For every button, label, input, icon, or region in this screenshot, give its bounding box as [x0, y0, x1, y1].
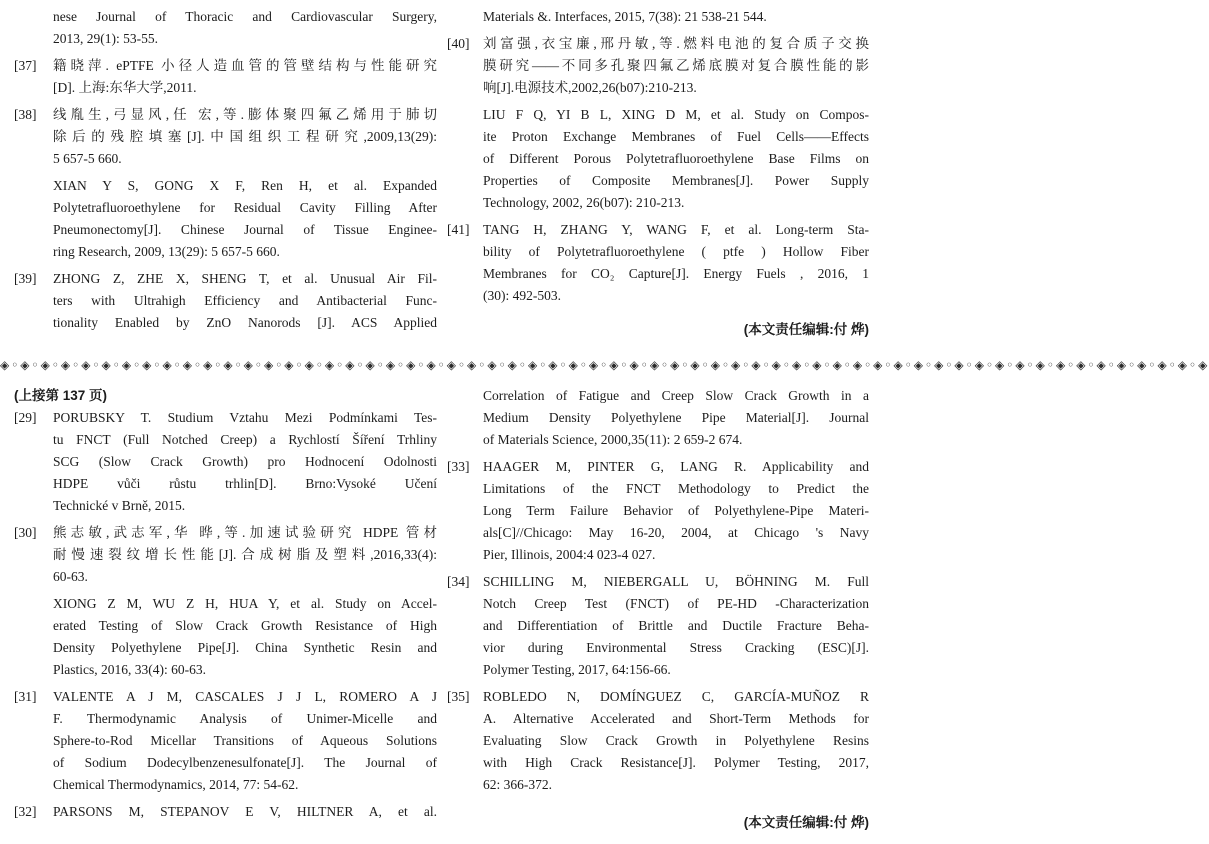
- reference-number: [39]: [14, 271, 37, 286]
- reference-line: 熊志敏,武志军,华 晔,等.加速试验研究 HDPE 管材: [53, 525, 437, 540]
- reference-line: HDPE vůči růstu trhlin[D]. Brno:Vysoké Učení: [53, 476, 437, 491]
- reference-body: [53, 801, 437, 823]
- reference-list: [447, 6, 869, 307]
- reference-body: [483, 33, 869, 99]
- reference-line: Correlation of Fatigue and Creep Slow Crack Growth in a: [483, 388, 869, 403]
- bottom-right-column: [447, 385, 869, 834]
- references-top-section: [0, 6, 879, 341]
- reference-line: Chemical Thermodynamics, 2014, 77: 54-62.: [53, 777, 299, 792]
- reference-body: [483, 385, 869, 451]
- reference-list: [447, 385, 869, 796]
- reference-line: Pier, Illinois, 2004:4 023-4 027.: [483, 547, 656, 562]
- reference-entry: [447, 385, 869, 451]
- reference-number: [447, 104, 483, 214]
- reference-line: 响[J].电源技术,2002,26(b07):210-213.: [483, 80, 697, 95]
- reference-line: 籍晓萍. ePTFE 小径人造血管的管壁结构与性能研究: [53, 58, 437, 73]
- reference-line: Evaluating Slow Crack Growth in Polyethylene Resins: [483, 733, 869, 748]
- reference-entry: [447, 33, 869, 99]
- reference-line: als[C]//Chicago: May 16-20, 2004, at Chicago 's Navy: [483, 525, 869, 540]
- reference-body: [53, 593, 437, 681]
- reference-entry: [14, 6, 437, 50]
- reference-line: ite Proton Exchange Membranes of Fuel Cells——Effects: [483, 129, 869, 144]
- reference-entry: [447, 219, 869, 307]
- reference-line: ters with Ultrahigh Efficiency and Antibacterial Func-: [53, 293, 437, 308]
- editor-note: (本文责任编辑:付 烨): [743, 322, 869, 337]
- reference-body: [483, 456, 869, 566]
- reference-body: [483, 104, 869, 214]
- reference-entry: [14, 522, 437, 588]
- editor-note: (本文责任编辑:付 烨): [743, 815, 869, 830]
- reference-number: [447, 385, 483, 451]
- bottom-left-column: [14, 385, 437, 834]
- references-bottom-section: [0, 385, 879, 834]
- reference-number: [31]: [14, 689, 37, 704]
- reference-body: [483, 219, 869, 307]
- reference-body: [483, 686, 869, 796]
- reference-number: [38]: [14, 107, 37, 122]
- reference-number: [41]: [447, 222, 470, 237]
- reference-line: ring Research, 2009, 13(29): 5 657-5 660.: [53, 244, 280, 259]
- reference-line: of Sodium Dodecylbenzenesulfonate[J]. The Journal of: [53, 755, 437, 770]
- reference-entry: [447, 104, 869, 214]
- reference-body: [483, 571, 869, 681]
- reference-line: 线胤生,弓显风,任 宏,等.膨体聚四氟乙烯用于肺切: [53, 107, 437, 122]
- reference-line: Properties of Composite Membranes[J]. Power Supply: [483, 173, 869, 188]
- reference-line: of Different Porous Polytetrafluoroethylene Base Films on: [483, 151, 869, 166]
- reference-list: [14, 407, 437, 823]
- reference-line: tu FNCT (Full Notched Creep) a Rychlostí Šíření Trhliny: [53, 432, 437, 447]
- reference-entry: [447, 686, 869, 796]
- reference-line: 60-63.: [53, 569, 88, 584]
- reference-line: 除后的残腔填塞[J].中国组织工程研究,2009,13(29):: [53, 129, 437, 144]
- reference-body: [53, 407, 437, 517]
- reference-number: [447, 6, 483, 28]
- reference-line: A. Alternative Accelerated and Short-Term Methods for: [483, 711, 869, 726]
- reference-number: [29]: [14, 410, 37, 425]
- reference-line: 2013, 29(1): 53-55.: [53, 31, 158, 46]
- reference-line: Technické v Brně, 2015.: [53, 498, 186, 513]
- reference-body: [53, 522, 437, 588]
- reference-line: HAAGER M, PINTER G, LANG R. Applicability and: [483, 459, 869, 474]
- reference-line: Medium Density Polyethylene Pipe Material[J]. Journal: [483, 410, 869, 425]
- reference-line: Membranes for CO₂ Capture[J]. Energy Fuels , 2016, 1: [483, 266, 869, 281]
- reference-body: [483, 6, 869, 28]
- reference-line: with High Crack Resistance[J]. Polymer Testing, 2017,: [483, 755, 869, 770]
- reference-number: [30]: [14, 525, 37, 540]
- reference-number: [14, 6, 53, 50]
- reference-line: bility of Polytetrafluoroethylene ( ptfe ) Hollow Fiber: [483, 244, 869, 259]
- reference-entry: [447, 456, 869, 566]
- reference-line: SCG (Slow Crack Growth) pro Hodnocení Odolnosti: [53, 454, 437, 469]
- reference-line: LIU F Q, YI B L, XING D M, et al. Study on Compos-: [483, 107, 869, 122]
- reference-entry: [14, 801, 437, 823]
- reference-line: 膜研究——不同多孔聚四氟乙烯底膜对复合膜性能的影: [483, 58, 869, 73]
- reference-line: F. Thermodynamic Analysis of Unimer-Micelle and: [53, 711, 437, 726]
- reference-line: (30): 492-503.: [483, 288, 561, 303]
- reference-number: [32]: [14, 804, 37, 819]
- reference-line: vior during Environmental Stress Cracking (ESC)[J].: [483, 640, 869, 655]
- reference-number: [37]: [14, 58, 37, 73]
- reference-line: Polytetrafluoroethylene for Residual Cavity Filling After: [53, 200, 437, 215]
- reference-number: [14, 175, 53, 263]
- reference-body: [53, 104, 437, 170]
- reference-line: VALENTE A J M, CASCALES J J L, ROMERO A J: [53, 689, 437, 704]
- reference-number: [35]: [447, 689, 470, 704]
- reference-entry: [447, 571, 869, 681]
- reference-line: [D]. 上海:东华大学,2011.: [53, 80, 197, 95]
- reference-number: [33]: [447, 459, 470, 474]
- reference-body: [53, 686, 437, 796]
- reference-body: [53, 6, 437, 50]
- reference-body: [53, 268, 437, 334]
- reference-entry: [14, 55, 437, 99]
- reference-line: 5 657-5 660.: [53, 151, 122, 166]
- reference-line: TANG H, ZHANG Y, WANG F, et al. Long-term Sta-: [483, 222, 869, 237]
- reference-number: [14, 593, 53, 681]
- reference-line: 62: 366-372.: [483, 777, 552, 792]
- continued-from-note: (上接第 137 页): [14, 388, 108, 403]
- reference-line: Limitations of the FNCT Methodology to Predict the: [483, 481, 869, 496]
- reference-number: [34]: [447, 574, 470, 589]
- reference-body: [53, 175, 437, 263]
- reference-line: Long Term Failure Behavior of Polyethylene-Pipe Materi-: [483, 503, 869, 518]
- reference-line: erated Testing of Slow Crack Growth Resistance of High: [53, 618, 437, 633]
- reference-line: 刘富强,衣宝廉,邢丹敏,等.燃料电池的复合质子交换: [483, 36, 869, 51]
- reference-line: Materials &. Interfaces, 2015, 7(38): 21 538-21 544.: [483, 9, 767, 24]
- reference-line: PORUBSKY T. Studium Vztahu Mezi Podmínkami Tes-: [53, 410, 437, 425]
- reference-line: Pneumonectomy[J]. Chinese Journal of Tissue Enginee-: [53, 222, 437, 237]
- reference-line: ZHONG Z, ZHE X, SHENG T, et al. Unusual Air Fil-: [53, 271, 437, 286]
- reference-line: XIONG Z M, WU Z H, HUA Y, et al. Study on Accel-: [53, 596, 437, 611]
- reference-entry: [447, 6, 869, 28]
- reference-body: [53, 55, 437, 99]
- reference-line: Plastics, 2016, 33(4): 60-63.: [53, 662, 206, 677]
- reference-line: nese Journal of Thoracic and Cardiovascular Surgery,: [53, 9, 437, 24]
- reference-entry: [14, 268, 437, 334]
- reference-line: Technology, 2002, 26(b07): 210-213.: [483, 195, 685, 210]
- reference-line: PARSONS M, STEPANOV E V, HILTNER A, et al.: [53, 804, 437, 819]
- reference-entry: [14, 686, 437, 796]
- reference-entry: [14, 175, 437, 263]
- reference-line: ROBLEDO N, DOMÍNGUEZ C, GARCÍA-MUÑOZ R: [483, 689, 869, 704]
- reference-line: and Differentiation of Brittle and Ductile Fracture Beha-: [483, 618, 869, 633]
- ornamental-divider: ◈◦◈◦◈◦◈◦◈◦◈◦◈◦◈◦◈◦◈◦◈◦◈◦◈◦◈◦◈◦◈◦◈◦◈◦◈◦◈◦◈◦◈◦◈◦◈◦◈◦◈◦◈◦◈◦◈◦◈◦◈◦◈◦◈◦◈◦◈◦◈◦◈◦◈◦◈◦◈◦◈◦◈◦◈◦◈◦◈◦◈◦◈◦◈◦◈◦◈◦◈◦◈◦◈◦◈◦◈◦◈◦◈◦◈◦◈◦◈: [0, 358, 1209, 372]
- reference-line: tionality Enabled by ZnO Nanorods [J]. ACS Applied: [53, 315, 437, 330]
- reference-line: SCHILLING M, NIEBERGALL U, BÖHNING M. Full: [483, 574, 869, 589]
- reference-line: Sphere-to-Rod Micellar Transitions of Aqueous Solutions: [53, 733, 437, 748]
- reference-entry: [14, 407, 437, 517]
- reference-entry: [14, 104, 437, 170]
- top-left-column: [14, 6, 437, 341]
- top-right-column: [447, 6, 869, 341]
- reference-number: [40]: [447, 36, 470, 51]
- reference-line: 耐慢速裂纹增长性能[J].合成树脂及塑料,2016,33(4):: [53, 547, 437, 562]
- reference-line: XIAN Y S, GONG X F, Ren H, et al. Expanded: [53, 178, 437, 193]
- reference-line: Polymer Testing, 2017, 64:156-66.: [483, 662, 671, 677]
- reference-line: of Materials Science, 2000,35(11): 2 659-2 674.: [483, 432, 743, 447]
- reference-line: Notch Creep Test (FNCT) of PE-HD -Characterization: [483, 596, 869, 611]
- reference-list: [14, 6, 437, 334]
- reference-line: Density Polyethylene Pipe[J]. China Synthetic Resin and: [53, 640, 437, 655]
- reference-entry: [14, 593, 437, 681]
